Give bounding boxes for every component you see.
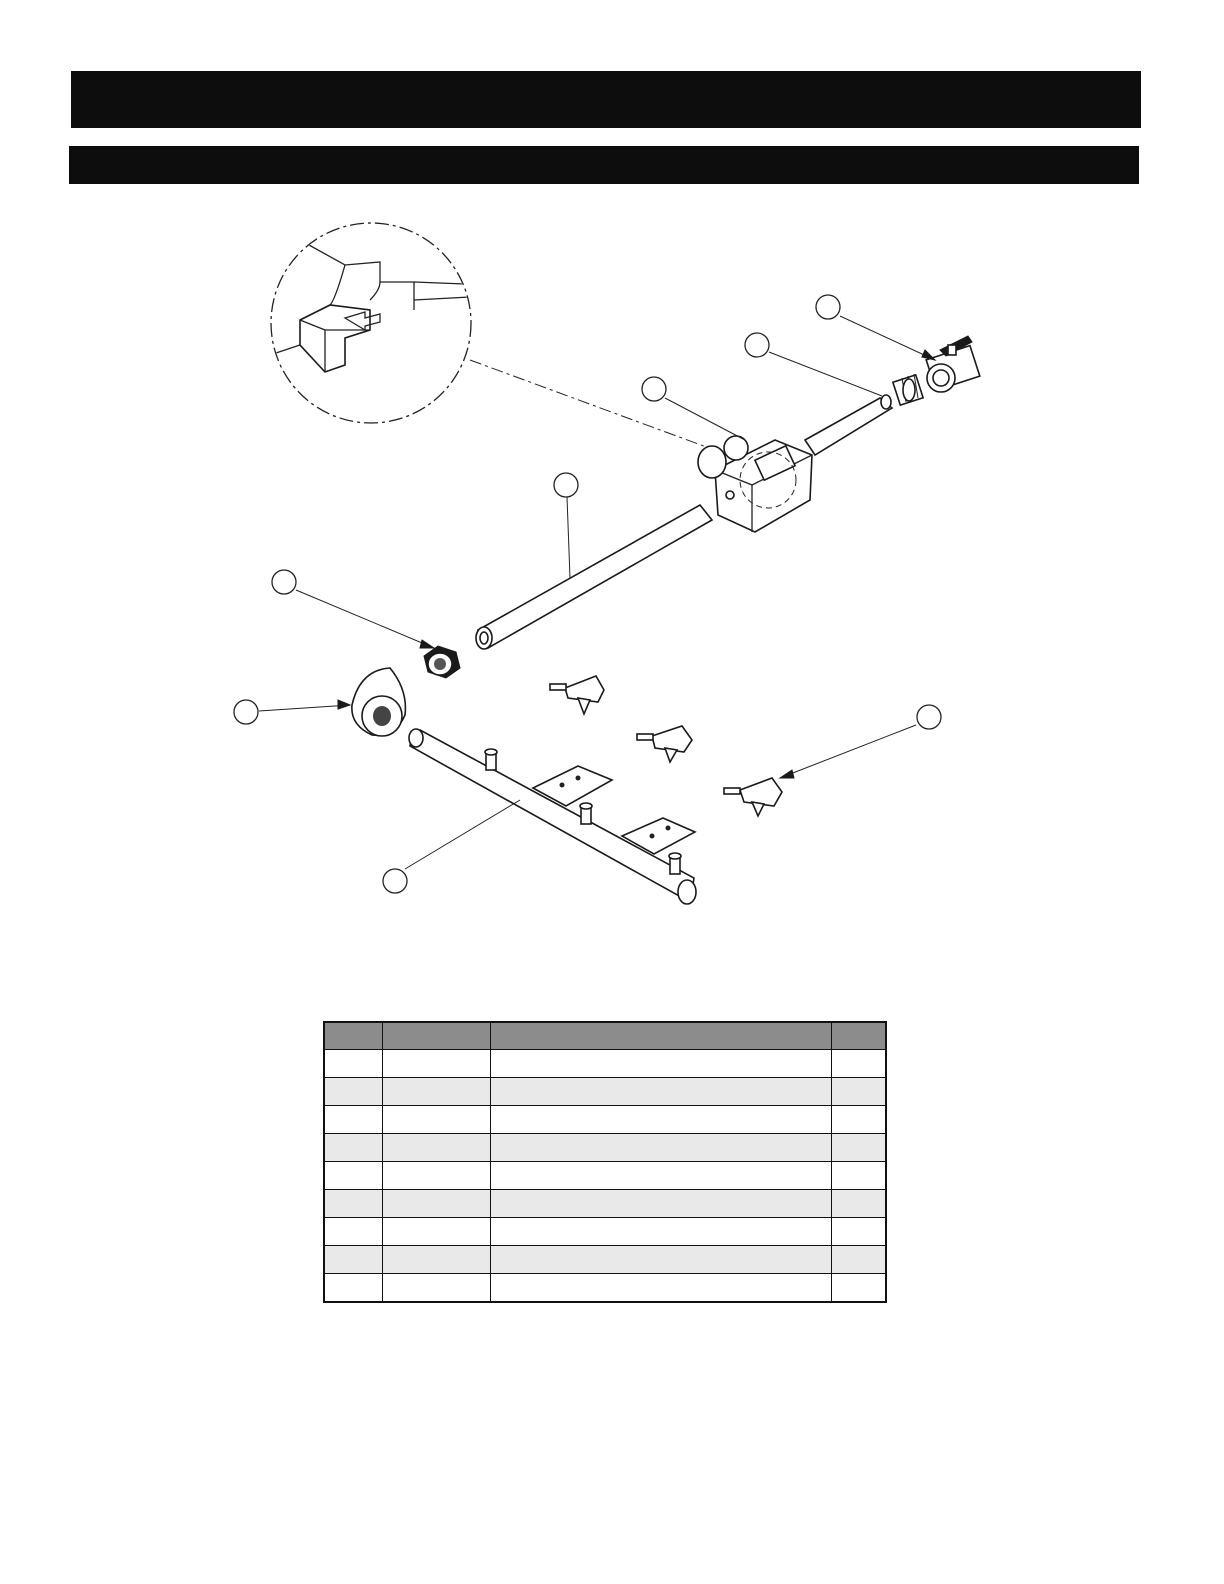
table-cell bbox=[831, 1106, 886, 1134]
table-row bbox=[324, 1246, 886, 1274]
section-title-bar bbox=[69, 146, 1139, 184]
table-row bbox=[324, 1274, 886, 1303]
manifold-pipe bbox=[409, 729, 696, 904]
table-cell bbox=[324, 1078, 382, 1106]
table-cell bbox=[382, 1134, 490, 1162]
table-row bbox=[324, 1162, 886, 1190]
upper-pipe bbox=[805, 395, 892, 455]
burner-orifice-3 bbox=[724, 778, 782, 816]
table-cell bbox=[831, 1246, 886, 1274]
table-row bbox=[324, 1078, 886, 1106]
pipe-callout bbox=[554, 473, 578, 497]
column-header bbox=[490, 1022, 831, 1050]
table-row bbox=[324, 1050, 886, 1078]
nipple-callout bbox=[745, 333, 769, 357]
table-cell bbox=[490, 1218, 831, 1246]
table-cell bbox=[831, 1218, 886, 1246]
table-cell bbox=[831, 1078, 886, 1106]
detail-leader bbox=[470, 360, 720, 452]
table-cell bbox=[490, 1246, 831, 1274]
table-cell bbox=[382, 1218, 490, 1246]
table-cell bbox=[490, 1106, 831, 1134]
table-row bbox=[324, 1106, 886, 1134]
elbow-fitting bbox=[352, 668, 406, 736]
table-cell bbox=[831, 1190, 886, 1218]
table-cell bbox=[382, 1106, 490, 1134]
table-cell bbox=[831, 1162, 886, 1190]
table-row bbox=[324, 1218, 886, 1246]
table-cell bbox=[324, 1050, 382, 1078]
manifold-callout bbox=[383, 869, 407, 893]
column-header bbox=[382, 1022, 490, 1050]
parts-list-table bbox=[323, 1021, 887, 1303]
table-cell bbox=[324, 1134, 382, 1162]
table-cell bbox=[831, 1134, 886, 1162]
table-cell bbox=[324, 1190, 382, 1218]
page-title-bar bbox=[71, 71, 1141, 128]
table-cell bbox=[490, 1274, 831, 1303]
long-pipe bbox=[476, 505, 712, 649]
exploded-parts-diagram bbox=[0, 200, 1224, 940]
table-cell bbox=[490, 1162, 831, 1190]
burner-orifice-2 bbox=[637, 726, 692, 762]
table-cell bbox=[831, 1274, 886, 1303]
table-cell bbox=[831, 1050, 886, 1078]
table-cell bbox=[490, 1134, 831, 1162]
table-header-row bbox=[324, 1022, 886, 1050]
table-cell bbox=[324, 1274, 382, 1303]
table-cell bbox=[324, 1106, 382, 1134]
table-cell bbox=[490, 1078, 831, 1106]
table-cell bbox=[382, 1190, 490, 1218]
table-cell bbox=[490, 1190, 831, 1218]
table-cell bbox=[382, 1162, 490, 1190]
table-row bbox=[324, 1134, 886, 1162]
table-row bbox=[324, 1190, 886, 1218]
gas-valve-callout bbox=[642, 377, 666, 401]
threaded-nipple bbox=[893, 374, 923, 405]
table-cell bbox=[382, 1078, 490, 1106]
gas-valve-body bbox=[698, 436, 812, 532]
orifice-callout bbox=[917, 705, 941, 729]
table-cell bbox=[382, 1246, 490, 1274]
ball-valve bbox=[926, 336, 980, 392]
burner-orifice-1 bbox=[550, 676, 604, 714]
column-header bbox=[324, 1022, 382, 1050]
table-cell bbox=[382, 1274, 490, 1303]
elbow-callout bbox=[234, 700, 258, 724]
table-cell bbox=[490, 1050, 831, 1078]
column-header bbox=[831, 1022, 886, 1050]
fitting-callout bbox=[272, 570, 296, 594]
table-cell bbox=[382, 1050, 490, 1078]
valve-callout bbox=[816, 295, 840, 319]
hex-fitting bbox=[424, 646, 460, 678]
table-cell bbox=[324, 1246, 382, 1274]
table-cell bbox=[324, 1162, 382, 1190]
table-cell bbox=[324, 1218, 382, 1246]
detail-view bbox=[270, 223, 471, 423]
